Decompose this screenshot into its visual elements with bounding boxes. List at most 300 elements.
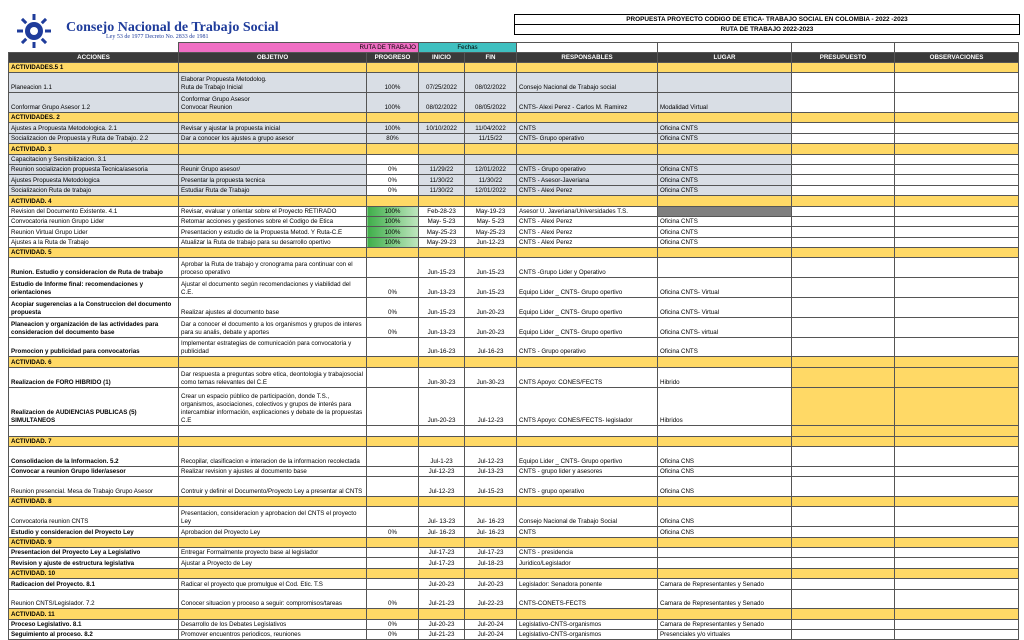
- action-cell: Realizacion de FORO HIBRIDO (1): [9, 367, 179, 387]
- table-row: [9, 133, 1019, 143]
- empty-cell: [792, 357, 895, 367]
- empty-cell: [517, 63, 658, 73]
- objective-cell: Ajustar a Proyecto de Ley: [179, 558, 367, 568]
- activity-header-row: [9, 63, 1019, 73]
- action-cell: Estudio de Informe final: recomendaciones y orientaciones: [9, 278, 179, 298]
- action-cell: Proceso Legislativo. 8.1: [9, 619, 179, 629]
- action-cell: [9, 426, 179, 436]
- action-cell: Capacitacion y Sensibilizacion. 3.1: [9, 154, 179, 164]
- action-cell: Planeacion y organización de las actividades para consideracion del documento base: [9, 317, 179, 337]
- budget-cell: [792, 216, 895, 226]
- end-date-cell: Jul-22-23: [465, 589, 517, 609]
- responsables-cell: CNTS Apoyo: CONES/FECTS: [517, 367, 658, 387]
- end-date-cell: 11/04/2022: [465, 123, 517, 133]
- table-row: [9, 466, 1019, 476]
- empty-cell: [367, 357, 419, 367]
- objective-cell: Conformar Grupo Asesor Convocar Reunion: [179, 93, 367, 113]
- start-date-cell: Jul-17-23: [419, 547, 465, 557]
- objective-cell: Atualizar la Ruta de trabajo para su desarrollo opertivo: [179, 237, 367, 247]
- end-date-cell: Jun-20-23: [465, 298, 517, 318]
- start-date-cell: [419, 426, 465, 436]
- empty-cell: [179, 63, 367, 73]
- table-row: [9, 73, 1019, 93]
- empty-cell: [517, 144, 658, 154]
- progress-cell: 0%: [367, 630, 419, 640]
- responsables-cell: CNTS-CONETS-FECTS: [517, 589, 658, 609]
- observations-cell: [895, 367, 1019, 387]
- observations-cell: [895, 477, 1019, 497]
- column-header: OBJETIVO: [179, 53, 367, 63]
- end-date-cell: Jul-12-23: [465, 387, 517, 426]
- start-date-cell: Jun-13-23: [419, 278, 465, 298]
- observations-cell: [895, 175, 1019, 185]
- empty-cell: [367, 609, 419, 619]
- end-date-cell: 08/05/2022: [465, 93, 517, 113]
- activity-label: ACTIVIDADES.5 1: [9, 63, 179, 73]
- empty-cell: [419, 357, 465, 367]
- observations-cell: [895, 507, 1019, 527]
- observations-cell: [895, 619, 1019, 629]
- table-row: [9, 337, 1019, 357]
- budget-cell: [792, 278, 895, 298]
- responsables-cell: CNTS - grupo lider y asesores: [517, 466, 658, 476]
- progress-cell: [367, 387, 419, 426]
- start-date-cell: [419, 154, 465, 164]
- action-cell: Socializacion de Propuesta y Ruta de Trabajo. 2.2: [9, 133, 179, 143]
- lugar-cell: Camara de Representantes y Senado: [658, 579, 792, 589]
- work-route-table: [8, 42, 1019, 640]
- empty-cell: [465, 496, 517, 506]
- empty-cell: [419, 63, 465, 73]
- empty-cell: [895, 357, 1019, 367]
- progress-cell: [367, 477, 419, 497]
- activity-label: ACTIVIDAD. 5: [9, 248, 179, 258]
- responsables-cell: [517, 154, 658, 164]
- lugar-cell: [658, 426, 792, 436]
- observations-cell: [895, 387, 1019, 426]
- action-cell: Estudio y consideracion del Proyecto Ley: [9, 527, 179, 537]
- empty-cell: [367, 112, 419, 122]
- observations-cell: [895, 278, 1019, 298]
- empty-cell: [658, 537, 792, 547]
- action-cell: Conformar Grupo Asesor 1.2: [9, 93, 179, 113]
- responsables-cell: Consejo Nacional de Trabajo social: [517, 73, 658, 93]
- progress-cell: [367, 547, 419, 557]
- empty-cell: [792, 248, 895, 258]
- empty-cell: [895, 568, 1019, 578]
- action-cell: Ajustes a la Ruta de Trabajo: [9, 237, 179, 247]
- start-date-cell: Jul-1-23: [419, 447, 465, 467]
- responsables-cell: Juridico/Legislador: [517, 558, 658, 568]
- table-row: [9, 619, 1019, 629]
- start-date-cell: Jun-15-23: [419, 298, 465, 318]
- table-row: [9, 175, 1019, 185]
- budget-cell: [792, 298, 895, 318]
- empty-cell: [792, 196, 895, 206]
- responsables-cell: Legislador: Senadora ponente: [517, 579, 658, 589]
- lugar-cell: Oficina CNS: [658, 447, 792, 467]
- empty-cell: [895, 196, 1019, 206]
- empty-cell: [367, 144, 419, 154]
- lugar-cell: Oficina CNTS: [658, 227, 792, 237]
- lugar-cell: Camara de Representantes y Senado: [658, 589, 792, 609]
- objective-cell: Estudiar Ruta de Trabajo: [179, 185, 367, 195]
- observations-cell: [895, 558, 1019, 568]
- end-date-cell: May-25-23: [465, 227, 517, 237]
- lugar-cell: Oficina CNTS- virtual: [658, 317, 792, 337]
- start-date-cell: 10/10/2022: [419, 123, 465, 133]
- empty-cell: [465, 537, 517, 547]
- table-row: [9, 367, 1019, 387]
- start-date-cell: 08/02/2022: [419, 93, 465, 113]
- responsables-cell: Equipo Lider _ CNTS- Grupo opertivo: [517, 447, 658, 467]
- action-cell: Ajustes a Propuesta Metodologica. 2.1: [9, 123, 179, 133]
- end-date-cell: Jun-30-23: [465, 367, 517, 387]
- observations-cell: [895, 123, 1019, 133]
- objective-cell: Conocer situacion y proceso a seguir: compromisos/tareas: [179, 589, 367, 609]
- table-row: [9, 154, 1019, 164]
- activity-header-row: [9, 537, 1019, 547]
- budget-cell: [792, 206, 895, 216]
- progress-cell: [367, 367, 419, 387]
- responsables-cell: CNTS - Alexi Perez: [517, 237, 658, 247]
- progress-cell: 80%: [367, 133, 419, 143]
- budget-cell: [792, 175, 895, 185]
- progress-cell: 0%: [367, 164, 419, 174]
- start-date-cell: 07/25/2022: [419, 73, 465, 93]
- objective-cell: Presentar la propuesta tecnica: [179, 175, 367, 185]
- table-body: [9, 63, 1019, 640]
- budget-cell: [792, 367, 895, 387]
- empty-cell: [179, 609, 367, 619]
- observations-cell: [895, 579, 1019, 589]
- progress-cell: [367, 337, 419, 357]
- start-date-cell: Jul-20-23: [419, 579, 465, 589]
- empty-cell: [517, 357, 658, 367]
- lugar-cell: [658, 73, 792, 93]
- action-cell: Reunion CNTS/Legislador. 7.2: [9, 589, 179, 609]
- budget-cell: [792, 527, 895, 537]
- end-date-cell: [465, 154, 517, 164]
- empty-cell: [465, 357, 517, 367]
- objective-cell: Dar a conocer el documento a los organismos y grupos de interes para su analis, debate y aportes: [179, 317, 367, 337]
- responsables-cell: Legislativo-CNTS-organismos: [517, 619, 658, 629]
- empty-cell: [465, 112, 517, 122]
- budget-cell: [792, 185, 895, 195]
- objective-cell: Promover encuentros periodicos, reuniones: [179, 630, 367, 640]
- progress-cell: 0%: [367, 298, 419, 318]
- budget-cell: [792, 73, 895, 93]
- action-cell: Socializacion Ruta de trabajo: [9, 185, 179, 195]
- budget-cell: [792, 93, 895, 113]
- document-title-box: [514, 14, 1020, 35]
- empty-cell: [792, 112, 895, 122]
- objective-cell: Realizar revision y ajustes al documento base: [179, 466, 367, 476]
- responsables-cell: Consejo Nacional de Trabajo Social: [517, 507, 658, 527]
- lugar-cell: [658, 547, 792, 557]
- lugar-cell: [658, 154, 792, 164]
- lugar-cell: Oficina CNS: [658, 507, 792, 527]
- empty-cell: [895, 248, 1019, 258]
- activity-header-row: [9, 196, 1019, 206]
- action-cell: Planeacion 1.1: [9, 73, 179, 93]
- observations-cell: [895, 93, 1019, 113]
- objective-cell: [179, 154, 367, 164]
- end-date-cell: Jul- 16-23: [465, 507, 517, 527]
- lugar-cell: Oficina CNS: [658, 466, 792, 476]
- end-date-cell: 12/01/2022: [465, 164, 517, 174]
- activity-label: ACTIVIDAD. 10: [9, 568, 179, 578]
- start-date-cell: Jul-12-23: [419, 466, 465, 476]
- observations-cell: [895, 206, 1019, 216]
- objective-cell: Ajustar el documento según recomendaciones y viabilidad del C.E.: [179, 278, 367, 298]
- lugar-cell: Hibrido: [658, 367, 792, 387]
- budget-cell: [792, 237, 895, 247]
- objective-cell: Implementar estrategias de comunicación para convocatoria y publicidad: [179, 337, 367, 357]
- lugar-cell: Modalidad Virtual: [658, 93, 792, 113]
- end-date-cell: Jul-15-23: [465, 477, 517, 497]
- empty-cell: [895, 609, 1019, 619]
- column-header: PRESUPUESTO: [792, 53, 895, 63]
- objective-cell: Presentacion y estudio de la Propuesta Metod. Y Ruta-C.E: [179, 227, 367, 237]
- end-date-cell: May-19-23: [465, 206, 517, 216]
- empty-cell: [517, 112, 658, 122]
- objective-cell: Aprobacion del Proyecto Ley: [179, 527, 367, 537]
- column-header: INICIO: [419, 53, 465, 63]
- end-date-cell: Jul-16-23: [465, 337, 517, 357]
- start-date-cell: Jun-15-23: [419, 258, 465, 278]
- start-date-cell: Jul-20-23: [419, 619, 465, 629]
- empty-cell: [658, 63, 792, 73]
- end-date-cell: 08/02/2022: [465, 73, 517, 93]
- budget-cell: [792, 164, 895, 174]
- objective-cell: Contruir y definir el Documento/Proyecto Ley a presentar al CNTS: [179, 477, 367, 497]
- budget-cell: [792, 154, 895, 164]
- responsables-cell: CNTS Apoyo: CONES/FECTS- legislador: [517, 387, 658, 426]
- project-title: PROPUESTA PROYECTO CODIGO DE ETICA- TRABAJO SOCIAL EN COLOMBIA - 2022 -2023: [515, 15, 1019, 25]
- progress-cell: 0%: [367, 589, 419, 609]
- responsables-cell: CNTS- Alexi Perez - Carlos M. Ramirez: [517, 93, 658, 113]
- table-row: [9, 237, 1019, 247]
- activity-header-row: [9, 112, 1019, 122]
- action-cell: Acopiar sugerencias a la Construccion del documento propuesta: [9, 298, 179, 318]
- progress-cell: 0%: [367, 185, 419, 195]
- budget-cell: [792, 579, 895, 589]
- empty-cell: [658, 357, 792, 367]
- responsables-cell: CNTS - Grupo operativo: [517, 164, 658, 174]
- empty-cell: [367, 436, 419, 446]
- lugar-cell: Oficina CNS: [658, 527, 792, 537]
- observations-cell: [895, 133, 1019, 143]
- end-date-cell: 11/15/22: [465, 133, 517, 143]
- column-header: ACCIONES: [9, 53, 179, 63]
- observations-cell: [895, 298, 1019, 318]
- empty-cell: [179, 144, 367, 154]
- activity-label: ACTIVIDAD. 9: [9, 537, 179, 547]
- lugar-cell: Oficina CNTS: [658, 123, 792, 133]
- progress-cell: [367, 507, 419, 527]
- progress-cell: [367, 447, 419, 467]
- empty-cell: [419, 436, 465, 446]
- activity-label: ACTIVIDAD. 6: [9, 357, 179, 367]
- lugar-cell: Oficina CNTS: [658, 133, 792, 143]
- end-date-cell: Jul-12-23: [465, 447, 517, 467]
- empty-cell: [895, 436, 1019, 446]
- column-header: PROGRESO: [367, 53, 419, 63]
- lugar-cell: Oficina CNTS: [658, 337, 792, 357]
- observations-cell: [895, 547, 1019, 557]
- empty-cell: [465, 568, 517, 578]
- action-cell: Reunion presencial. Mesa de Trabajo Grupo Asesor: [9, 477, 179, 497]
- empty-cell: [179, 537, 367, 547]
- empty-cell: [367, 537, 419, 547]
- activity-label: ACTIVIDADES. 2: [9, 112, 179, 122]
- table-row: [9, 216, 1019, 226]
- empty-cell: [179, 357, 367, 367]
- action-cell: Revision y ajuste de estructura legislativa: [9, 558, 179, 568]
- progress-cell: [367, 426, 419, 436]
- empty-cell: [792, 568, 895, 578]
- table-row: [9, 206, 1019, 216]
- lugar-cell: Oficina CNTS: [658, 164, 792, 174]
- action-cell: Presentacion del Proyecto Ley a Legislativo: [9, 547, 179, 557]
- column-header-row: [9, 53, 1019, 63]
- start-date-cell: Jul-21-23: [419, 589, 465, 609]
- empty-cell: [419, 568, 465, 578]
- start-date-cell: Jun-30-23: [419, 367, 465, 387]
- empty-cell: [367, 63, 419, 73]
- activity-label: ACTIVIDAD. 11: [9, 609, 179, 619]
- table-row: [9, 426, 1019, 436]
- budget-cell: [792, 447, 895, 467]
- empty-cell: [792, 537, 895, 547]
- responsables-cell: CNTS: [517, 123, 658, 133]
- empty-cell: [517, 248, 658, 258]
- activity-header-row: [9, 496, 1019, 506]
- activity-header-row: [9, 436, 1019, 446]
- empty-cell: [792, 144, 895, 154]
- observations-cell: [895, 447, 1019, 467]
- action-cell: Convocar a reunion Grupo lider/asesor: [9, 466, 179, 476]
- observations-cell: [895, 227, 1019, 237]
- start-date-cell: Jul- 16-23: [419, 527, 465, 537]
- empty-cell: [658, 248, 792, 258]
- responsables-cell: CNTS - Alexi Perez: [517, 216, 658, 226]
- responsables-cell: Asesor U. Javeriana/Universidades T.S.: [517, 206, 658, 216]
- empty-cell: [419, 112, 465, 122]
- responsables-cell: [517, 426, 658, 436]
- activity-header-row: [9, 357, 1019, 367]
- start-date-cell: Jun-13-23: [419, 317, 465, 337]
- start-date-cell: Feb-28-23: [419, 206, 465, 216]
- end-date-cell: Jun-20-23: [465, 317, 517, 337]
- empty-cell: [367, 196, 419, 206]
- progress-cell: 0%: [367, 619, 419, 629]
- objective-cell: Entregar Formalmente proyecto base al legislador: [179, 547, 367, 557]
- start-date-cell: May- 5-23: [419, 216, 465, 226]
- empty-cell: [792, 609, 895, 619]
- column-header: RESPONSABLES: [517, 53, 658, 63]
- empty-cell: [465, 63, 517, 73]
- budget-cell: [792, 477, 895, 497]
- empty-cell: [895, 537, 1019, 547]
- lugar-cell: Camara de Representantes y Senado: [658, 619, 792, 629]
- observations-cell: [895, 527, 1019, 537]
- objective-cell: Elaborar Propuesta Metodolog. Ruta de Trabajo Inicial: [179, 73, 367, 93]
- observations-cell: [895, 237, 1019, 247]
- end-date-cell: Jul-20-24: [465, 630, 517, 640]
- empty-cell: [367, 496, 419, 506]
- start-date-cell: Jun-20-23: [419, 387, 465, 426]
- budget-cell: [792, 547, 895, 557]
- progress-cell: [367, 579, 419, 589]
- table-row: [9, 278, 1019, 298]
- lugar-cell: Oficina CNS: [658, 477, 792, 497]
- budget-cell: [792, 466, 895, 476]
- action-cell: Consolidacion de la Informacion. 5.2: [9, 447, 179, 467]
- responsables-cell: Equipo Lider _ CNTS- Grupo opertivo: [517, 317, 658, 337]
- lugar-cell: Oficina CNTS: [658, 175, 792, 185]
- progress-cell: 0%: [367, 527, 419, 537]
- empty-cell: [179, 196, 367, 206]
- end-date-cell: Jun-12-23: [465, 237, 517, 247]
- action-cell: Revision del Documento Existente. 4.1: [9, 206, 179, 216]
- budget-cell: [792, 630, 895, 640]
- empty-cell: [465, 436, 517, 446]
- empty-cell: [658, 144, 792, 154]
- empty-cell: [517, 196, 658, 206]
- budget-cell: [792, 619, 895, 629]
- responsables-cell: CNTS - grupo operativo: [517, 477, 658, 497]
- table-row: [9, 547, 1019, 557]
- progress-cell: [367, 466, 419, 476]
- lugar-cell: Presenciales y/o virtuales: [658, 630, 792, 640]
- observations-cell: [895, 466, 1019, 476]
- ruta-de-trabajo-label: RUTA DE TRABAJO: [179, 43, 419, 53]
- start-date-cell: Jul-21-23: [419, 630, 465, 640]
- responsables-cell: Legislativo-CNTS-organismos: [517, 630, 658, 640]
- start-date-cell: May-29-23: [419, 237, 465, 247]
- objective-cell: Revisar, evaluar y orientar sobre el Proyecto RETIRADO: [179, 206, 367, 216]
- progress-cell: 100%: [367, 237, 419, 247]
- action-cell: Seguimiento al proceso. 8.2: [9, 630, 179, 640]
- budget-cell: [792, 337, 895, 357]
- table-row: [9, 298, 1019, 318]
- observations-cell: [895, 317, 1019, 337]
- activity-header-row: [9, 568, 1019, 578]
- progress-cell: 100%: [367, 206, 419, 216]
- progress-cell: [367, 154, 419, 164]
- empty-cell: [658, 609, 792, 619]
- action-cell: Ajustes Propuesta Metodologica: [9, 175, 179, 185]
- end-date-cell: Jun-15-23: [465, 258, 517, 278]
- start-date-cell: 11/30/22: [419, 185, 465, 195]
- budget-cell: [792, 387, 895, 426]
- end-date-cell: May- 5-23: [465, 216, 517, 226]
- empty-cell: [517, 537, 658, 547]
- action-cell: Convocatoria reunion CNTS: [9, 507, 179, 527]
- empty-cell: [419, 609, 465, 619]
- empty-cell: [658, 568, 792, 578]
- table-row: [9, 589, 1019, 609]
- empty-cell: [179, 496, 367, 506]
- responsables-cell: CNTS - presidencia: [517, 547, 658, 557]
- activity-header-row: [9, 609, 1019, 619]
- table-row: [9, 527, 1019, 537]
- end-date-cell: Jun-15-23: [465, 278, 517, 298]
- observations-cell: [895, 426, 1019, 436]
- responsables-cell: CNTS- Grupo operativo: [517, 133, 658, 143]
